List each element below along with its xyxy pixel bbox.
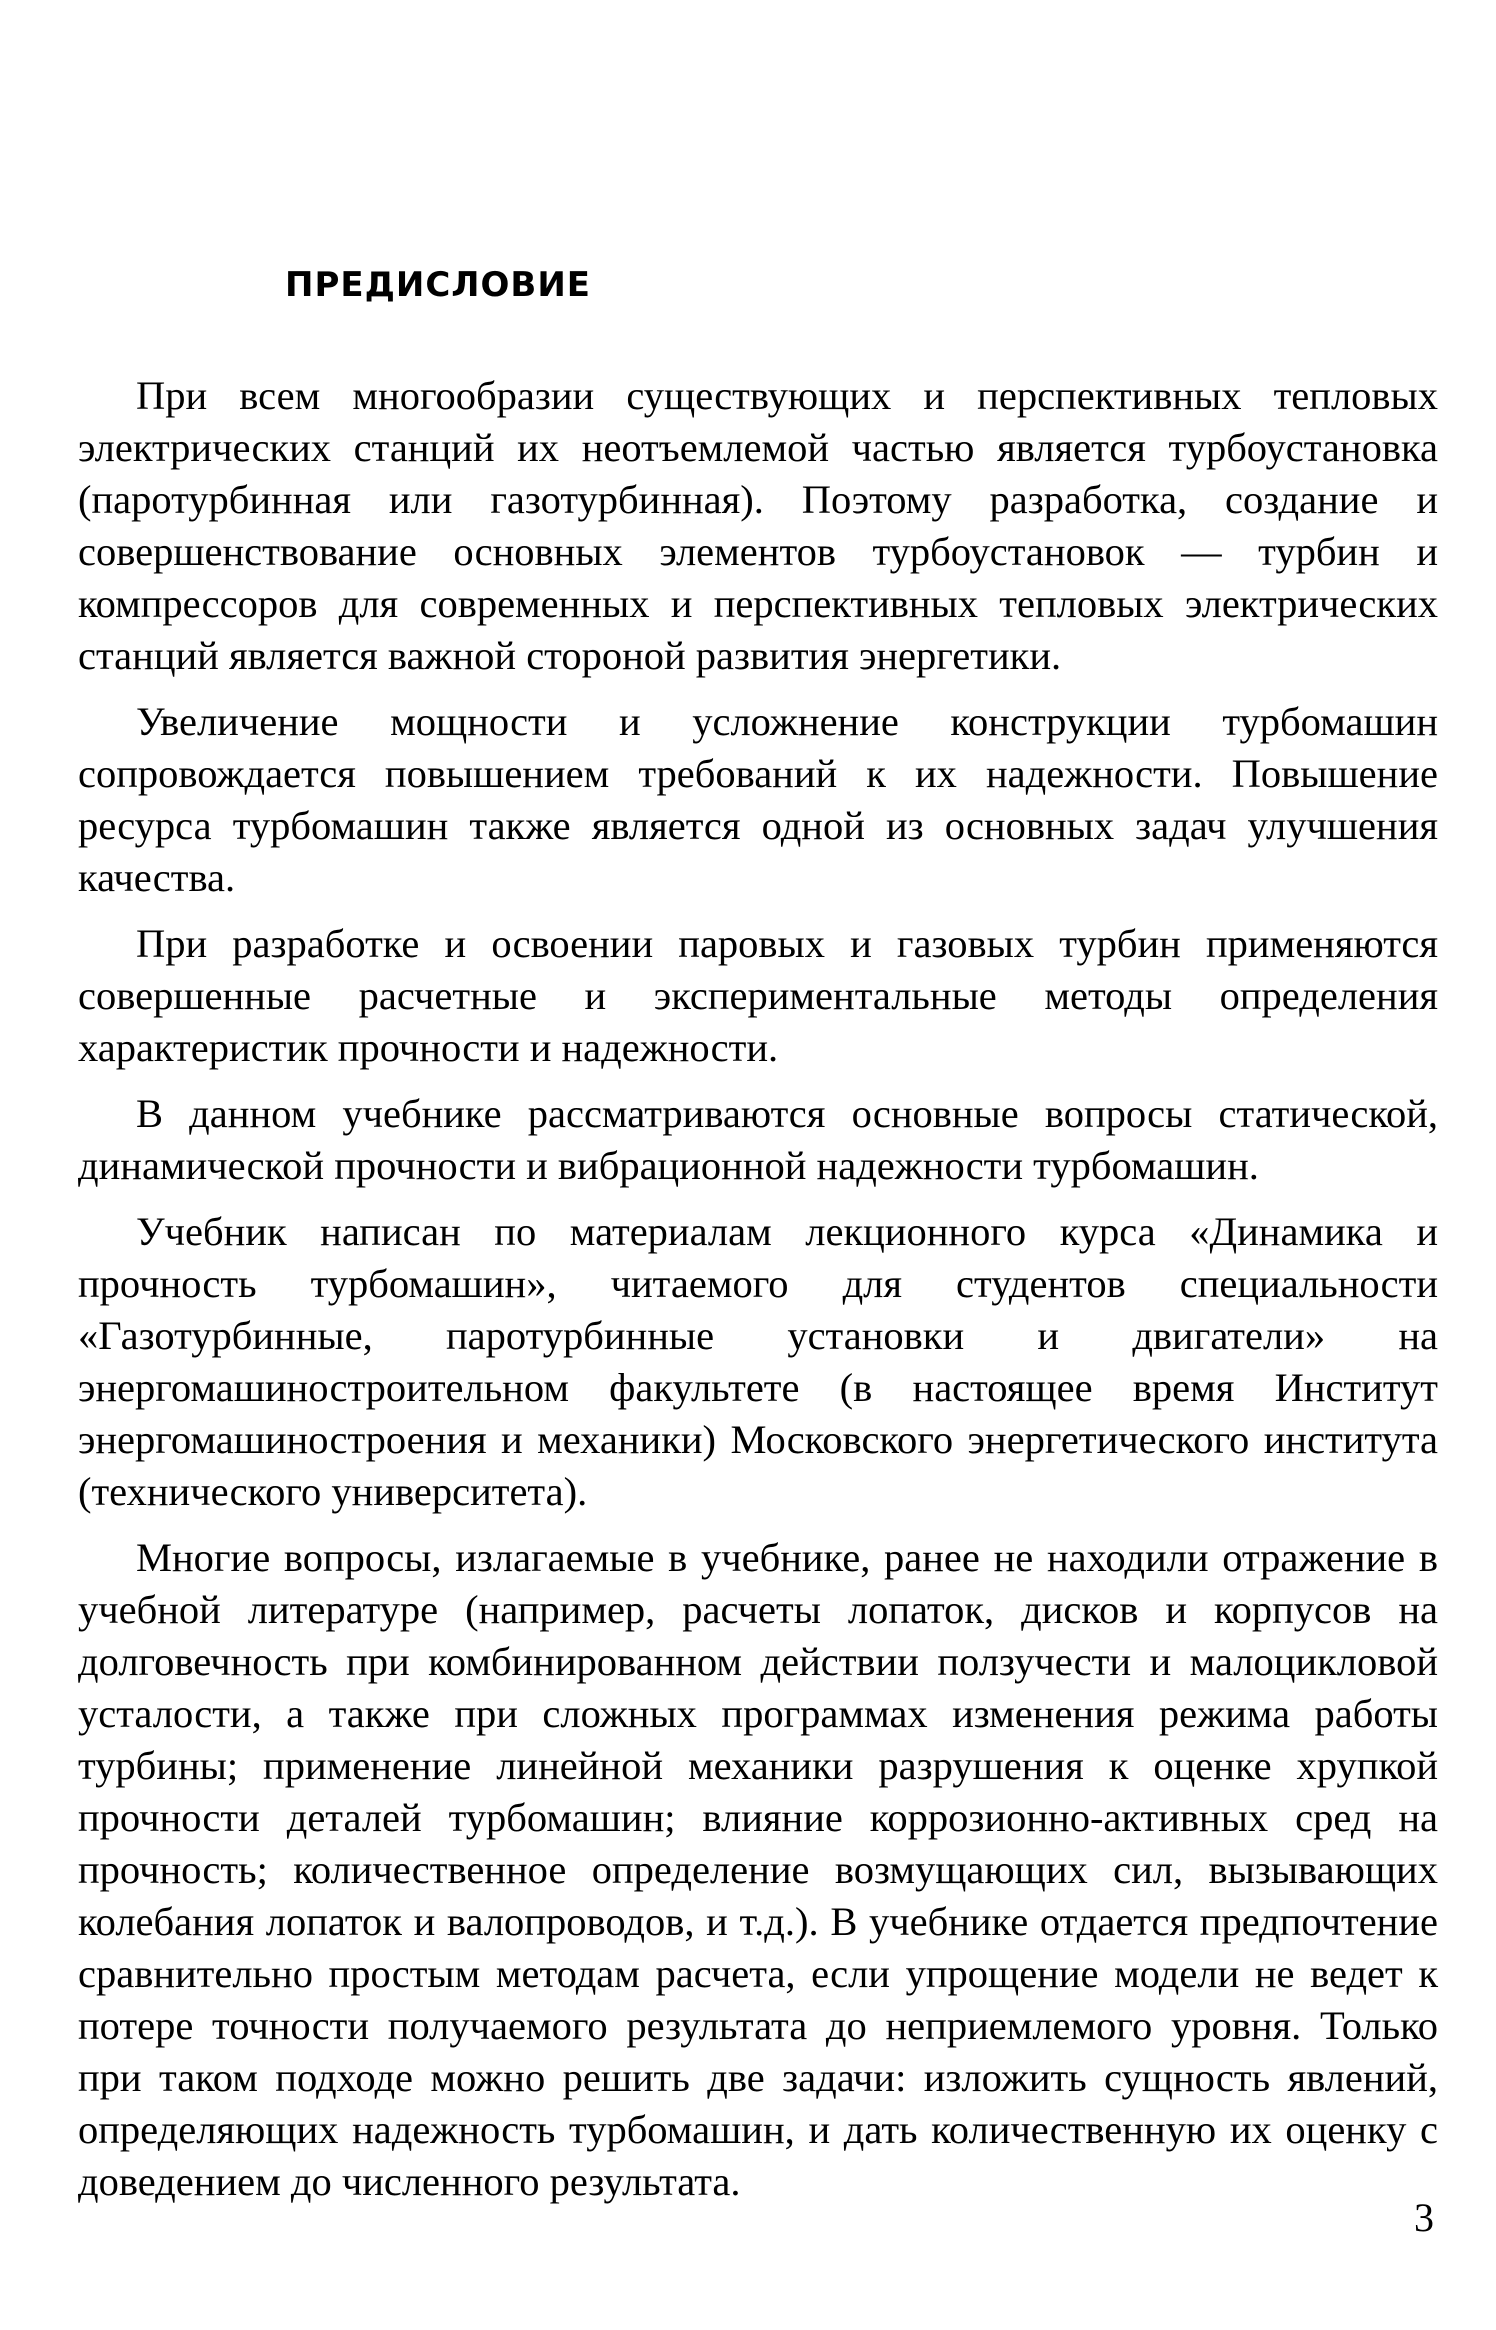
page-number: 3 xyxy=(1414,2195,1434,2240)
paragraph-6: Многие вопросы, излагаемые в учебнике, ранее не находили отражение в учебной литературе (например, расчеты лопаток, дисков и корпусов на долговечность при комбинированном действии ползучести и малоцикловой усталости, а также при сложных программах изменения режима работы турбины; применение линейной механики разрушения к оценке хрупкой прочности деталей турбомашин; влияние коррозионно-активных сред на прочность; количественное определение возмущающих сил, вызывающих колебания лопаток и валопроводов, и т.д.). В учебнике отдается предпочтение сравнительно простым методам расчета, если упрощение модели не ведет к потере точности получаемого результата до неприемлемого уровня. Только при таком подходе можно решить две задачи: изложить сущность явлений, определяющих надежность турбомашин, и дать количественную их оценку с доведением до численного результата. xyxy=(78,1535,1438,2204)
paragraph-5: Учебник написан по материалам лекционного курса «Динамика и прочность турбомашин», читаемого для студентов специальности «Газотурбинные, паротурбинные установки и двигатели» на энергомашиностроительном факультете (в настоящее время Институт энергомашиностроения и механики) Московского энергетического института (технического университета). xyxy=(78,1209,1438,1514)
paragraph-1: При всем многообразии существующих и перспективных тепловых электрических станций их неотъемлемой частью является турбоустановка (паротурбинная или газотурбинная). Поэтому разработка, создание и совершенствование основных элементов турбоустановок — турбин и компрессоров для современных и перспективных тепловых электрических станций является важной стороной развития энергетики. xyxy=(78,373,1438,678)
paragraph-4: В данном учебнике рассматриваются основные вопросы статической, динамической прочности и вибрационной надежности турбомашин. xyxy=(78,1091,1438,1188)
preface-body xyxy=(78,370,1438,2222)
paragraph-3: При разработке и освоении паровых и газовых турбин применяются совершенные расчетные и экспериментальные методы определения характеристик прочности и надежности. xyxy=(78,921,1438,1070)
page-title: ПРЕДИСЛОВИЕ xyxy=(285,265,592,305)
paragraph-2: Увеличение мощности и усложнение конструкции турбомашин сопровождается повышением требований к их надежности. Повышение ресурса турбомашин также является одной из основных задач улучшения качества. xyxy=(78,699,1438,900)
